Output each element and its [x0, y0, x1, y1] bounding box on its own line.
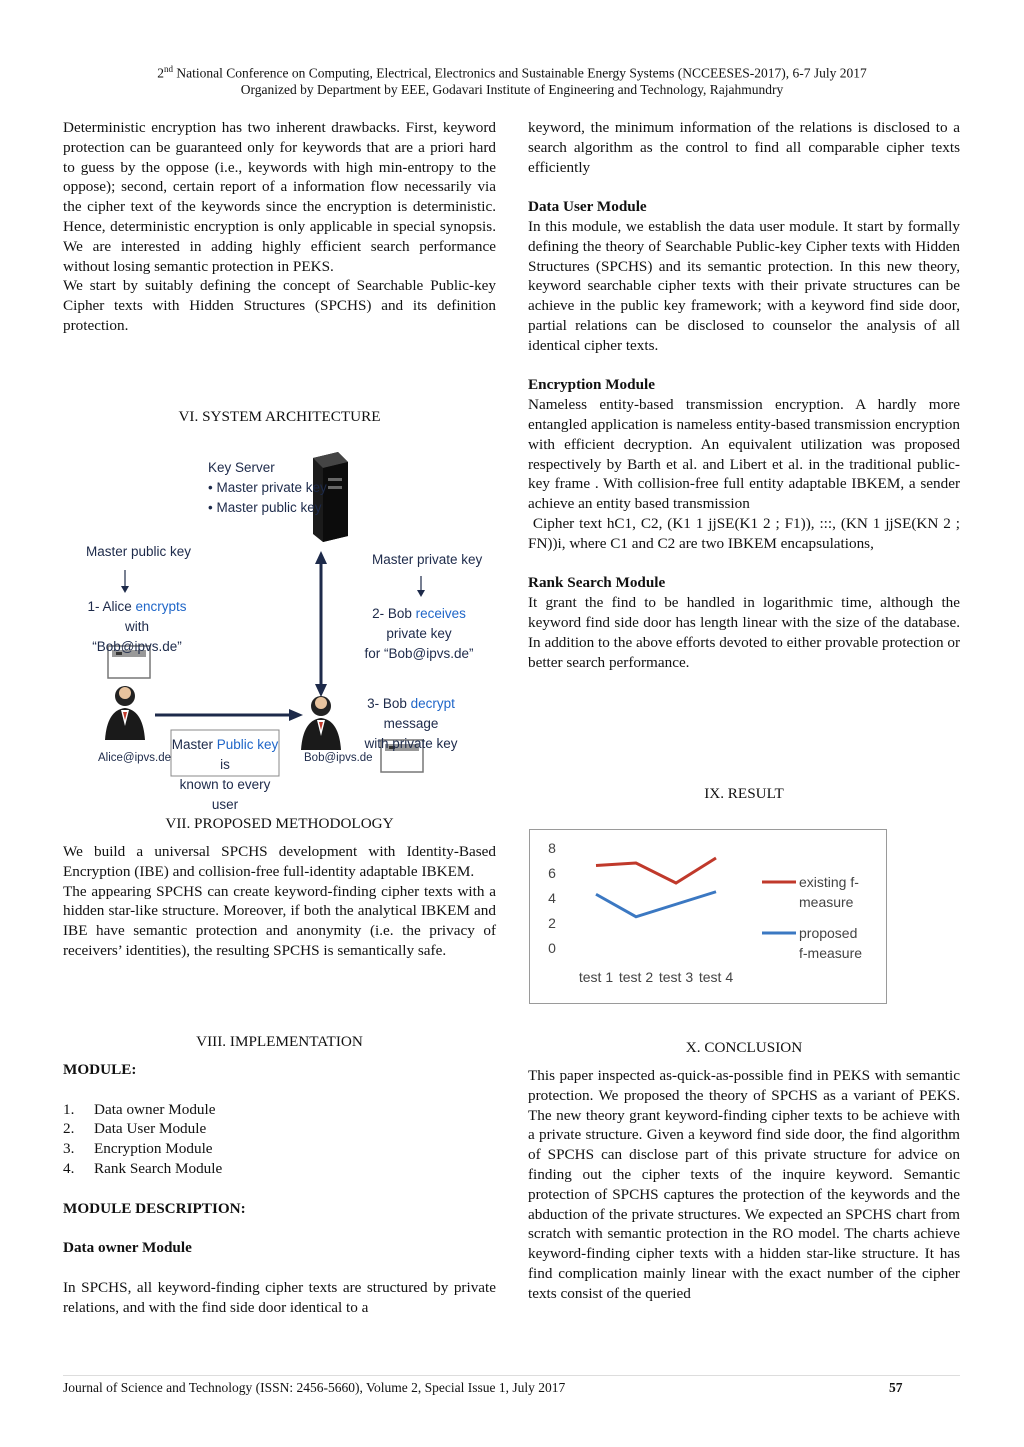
down-arrow-icon: [121, 570, 129, 593]
series-line: [596, 858, 716, 883]
data-owner-heading: Data owner Module: [63, 1239, 192, 1257]
legend-label: existing f-: [799, 874, 859, 890]
continuation-paragraph: keyword, the minimum information of the relations is disclosed to a search algorithm as the control to find all comparable cipher texts efficiently: [528, 119, 960, 176]
module-description-heading: MODULE DESCRIPTION:: [63, 1199, 246, 1217]
intro-paragraph-2: We start by suitably defining the concept of Searchable Public-key Cipher texts with Hidden Structures (SPCHS) and its definition protection.: [63, 277, 496, 334]
rank-search-paragraph: It grant the find to be handled in logarithmic time, although the keyword find side door has length linear with the size of the database. In addition to the above efforts devoted to either provable protection or better search performance.: [528, 594, 961, 671]
list-item: 2. Data User Module: [63, 1120, 207, 1138]
data-user-paragraph: In this module, we establish the data user module. It start by formally defining the theory of Searchable Public-key Cipher texts with Hidden Structures (SPCHS) and its semantic protection. In this new theory, keyword searchable cipher texts with their private structures can be achieve in the public key framework; with a keyword find side door, partial relations can be disclosed to counselor the analysis of all identical cipher texts.: [528, 217, 960, 354]
master-private-key-label: Master private key: [372, 552, 483, 567]
result-chart: [529, 829, 887, 1004]
data-owner-paragraph: In SPCHS, all keyword-finding cipher texts are structured by private relations, and with the find side door identical to a: [63, 1278, 496, 1316]
methodology-text: [63, 842, 496, 961]
x-tick-label: test 3: [658, 969, 694, 985]
section-heading-result: IX. RESULT: [704, 785, 784, 802]
intro-text: [63, 118, 496, 336]
section-heading-system-architecture: VI. SYSTEM ARCHITECTURE: [178, 408, 381, 425]
x-tick-label: test 1: [578, 969, 614, 985]
legend-label: measure: [799, 894, 854, 910]
double-arrow-icon: [315, 551, 327, 697]
implementation-text: [63, 1060, 496, 1317]
y-tick-label: 6: [548, 865, 556, 881]
intro-paragraph-1: Deterministic encryption has two inherent drawbacks. First, keyword protection can be guaranteed only for keywords that are a priori hard to guess by the oppose (i.e., keywords with high min-entropy to the oppose); second, certain report of a information flow necessarily via the cipher text of the keywords since the encryption is deterministic. Hence, deterministic encryption is only applicable in special synopsis. We are interested in adding highly efficient search performance without losing semantic protection in PEKS.: [63, 119, 496, 275]
conclusion-text: [528, 1066, 960, 1304]
y-tick-label: 4: [548, 890, 556, 906]
key-server-label: Key Server • Master private key • Master public key: [208, 460, 327, 515]
bob-avatar-icon: [301, 696, 341, 750]
public-key-known-label: Master Public key is known to every user: [171, 737, 279, 812]
system-architecture-diagram: [63, 448, 496, 812]
conclusion-paragraph: This paper inspected as-quick-as-possible find in PEKS with semantic protection. We proposed the theory of SPCHS as a variant of PEKS. The new theory grant keyword-finding cipher texts to be achieve with a private structure. Given a keyword find side door, the find algorithm of SPCHS can disclose part of this private structure for advice on finding out the cipher texts of the inquire keyword. Semantic protection of SPCHS captures the protection of the keywords and the abduction of the private structures. We expected an SPCHS chart from scratch with semantic protection in the RO model. The charts achieve keyword-finding cipher texts with a hidden star-like structure. It has find complication mainly linear with the exact number of the cipher texts consist of the queried: [528, 1067, 960, 1302]
conference-header-line2: Organized by Department by EEE, Godavari Institute of Engineering and Technology, Rajahmundry: [240, 82, 784, 97]
alice-avatar-icon: [105, 686, 145, 740]
series-line: [596, 892, 716, 917]
master-public-key-label: Master public key: [86, 544, 192, 559]
encryption-heading: Encryption Module: [528, 376, 655, 394]
footer-page-number: 57: [889, 1380, 903, 1395]
module-list: [63, 1100, 496, 1179]
bob-email-label: Bob@ipvs.de: [304, 752, 373, 764]
conference-header-line1: 2nd National Conference on Computing, Electrical, Electronics and Sustainable Energy Systems (NCCEESES-2017), 6-7 July 2017: [157, 64, 867, 81]
section-heading-implementation: VIII. IMPLEMENTATION: [196, 1033, 363, 1050]
y-tick-label: 2: [548, 915, 556, 931]
section-heading-proposed-methodology: VII. PROPOSED METHODOLOGY: [165, 815, 394, 832]
methodology-paragraph-2: The appearing SPCHS can create keyword-finding cipher texts with a hidden star-like structure. Moreover, if both the analytical IBKEM and IBE have semantic protection and anonymity (i.e. the privacy of receivers’ identities), the resulting SPCHS is semantically safe.: [63, 882, 496, 959]
legend-label: f-measure: [799, 945, 863, 961]
encryption-paragraph-1: Nameless entity-based transmission encryption. A hardly more entangled application is nameless entity-based transmission encryption with efficient decryption. An equivalent utilization was proposed respectively by Barth et al. and Libert et al. in the traditional public-key frame . With collision-free full entity adaptable IBKEM, a sender achieve an entity based transmission: [528, 396, 960, 513]
data-user-heading: Data User Module: [528, 198, 647, 216]
list-item: 1. Data owner Module: [63, 1100, 216, 1118]
alice-email-label: Alice@ipvs.de: [98, 752, 172, 764]
list-item: 3. Encryption Module: [63, 1140, 213, 1158]
rank-search-heading: Rank Search Module: [528, 574, 666, 592]
right-arrow-icon: [155, 709, 303, 721]
x-tick-label: test 4: [698, 969, 734, 985]
x-tick-label: test 2: [618, 969, 654, 985]
footer-journal: Journal of Science and Technology (ISSN: 2456-5660), Volume 2, Special Issue 1, July 2017: [63, 1380, 566, 1395]
step-3-label: 3- Bob decrypt message with private key: [364, 696, 458, 751]
step-1-label: 1- Alice encrypts with “Bob@ipvs.de”: [87, 599, 187, 654]
footer-divider: [63, 1375, 960, 1376]
section-heading-conclusion: X. CONCLUSION: [685, 1039, 803, 1056]
right-column-text: [528, 118, 964, 672]
y-tick-label: 8: [548, 840, 556, 856]
down-arrow-icon: [417, 576, 425, 597]
methodology-paragraph-1: We build a universal SPCHS development with Identity-Based Encryption (IBE) and collision-free full-identity adaptable IBKEM.: [63, 843, 496, 880]
result-chart-svg: [530, 830, 886, 1003]
list-item: 4. Rank Search Module: [63, 1159, 223, 1177]
encryption-paragraph-2: Cipher text hC1, C2, (K1 1 jjSE(K1 2 ; F1)), :::, (KN 1 jjSE(KN 2 ; FN))i, where C1 and C2 are two IBKEM encapsulations,: [528, 514, 964, 552]
module-heading: MODULE:: [63, 1061, 137, 1078]
y-tick-label: 0: [548, 940, 556, 956]
step-2-label: 2- Bob receives private key for “Bob@ipvs.de”: [364, 606, 474, 661]
legend-label: proposed: [799, 925, 858, 941]
